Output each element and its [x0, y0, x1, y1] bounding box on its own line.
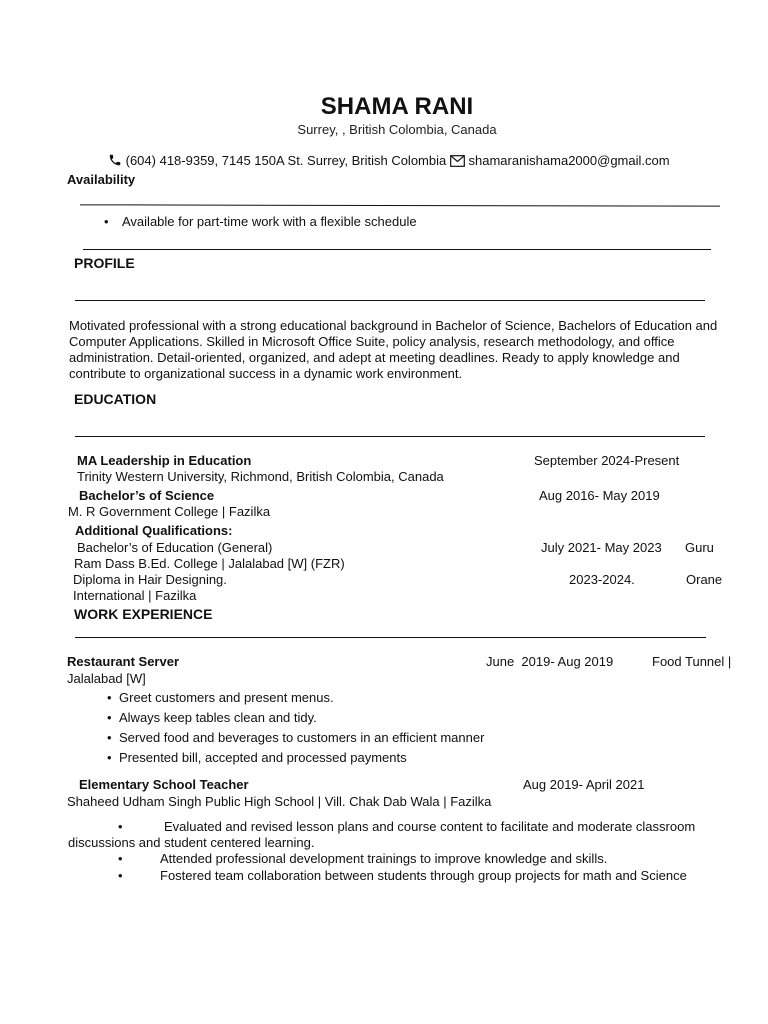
bullet-glyph: •: [118, 868, 123, 883]
additional-qualifications-heading: Additional Qualifications:: [75, 523, 233, 538]
education-heading: EDUCATION: [74, 391, 157, 407]
qualification-institution: International | Fazilka: [73, 588, 197, 603]
list-item: • Greet customers and present menus.: [107, 690, 334, 705]
envelope-icon: [450, 153, 469, 168]
profile-heading: PROFILE: [74, 255, 135, 271]
list-item: Attended professional development trainings to improve knowledge and skills.: [160, 851, 608, 866]
work-experience-heading: WORK EXPERIENCE: [74, 606, 213, 622]
education-dates: Aug 2016- May 2019: [539, 488, 660, 503]
resume-name: SHAMA RANI: [320, 93, 474, 120]
job-duties-list: [107, 690, 485, 770]
education-degree: MA Leadership in Education: [77, 453, 252, 468]
bullet-glyph: •: [118, 851, 123, 866]
qualification-dates: 2023-2024.: [569, 572, 635, 587]
availability-list: [104, 214, 417, 234]
job-role: Restaurant Server: [67, 654, 179, 669]
qualification-institution: Ram Dass B.Ed. College | Jalalabad [W] (FZR): [74, 556, 345, 571]
bullet-glyph: •: [118, 819, 123, 834]
divider: [80, 204, 720, 206]
phone-icon: [108, 153, 126, 168]
divider: [75, 300, 705, 301]
contact-line: [108, 153, 670, 169]
job-dates: June 2019- Aug 2019: [486, 654, 614, 669]
qualification-institution-start: Orane: [686, 572, 723, 587]
profile-summary: Motivated professional with a strong educational background in Bachelor of Science, Bachelors of Education and Computer Applications. Skilled in Microsoft Office Suite, policy analysis, research methodology, and office administration. Detail-oriented, organized, and adept at meeting deadlines. Ready to apply knowledge and contribute to organizational success in a dynamic work environment.: [69, 318, 718, 381]
list-item: Fostered team collaboration between students through group projects for math and Science: [160, 868, 687, 883]
job-role: Elementary School Teacher: [79, 777, 249, 792]
resume-location: Surrey, , British Colombia, Canada: [297, 122, 497, 137]
list-item: • Available for part-time work with a flexible schedule: [104, 214, 417, 229]
qualification-title: Bachelor’s of Education (General): [77, 540, 273, 555]
divider: [83, 249, 711, 250]
job-employer-start: Food Tunnel |: [652, 654, 732, 669]
job-employer: Jalalabad [W]: [67, 671, 146, 686]
education-dates: September 2024-Present: [534, 453, 680, 468]
qualification-title: Diploma in Hair Designing.: [73, 572, 227, 587]
qualification-institution-start: Guru: [685, 540, 714, 555]
availability-heading: Availability: [67, 172, 136, 187]
list-item: Evaluated and revised lesson plans and course content to facilitate and moderate classroom discussions and student centered learning.: [68, 819, 696, 850]
education-school: Trinity Western University, Richmond, British Colombia, Canada: [77, 469, 444, 484]
list-item: • Served food and beverages to customers in an efficient manner: [107, 730, 485, 745]
education-school: M. R Government College | Fazilka: [68, 504, 271, 519]
job-dates: Aug 2019- April 2021: [523, 777, 645, 792]
job-employer: Shaheed Udham Singh Public High School | Vill. Chak Dab Wala | Fazilka: [67, 794, 492, 809]
divider: [75, 637, 706, 638]
list-item: • Presented bill, accepted and processed payments: [107, 750, 407, 765]
divider: [75, 436, 705, 437]
contact-phone-address: (604) 418-9359, 7145 150A St. Surrey, British Colombia: [125, 153, 447, 168]
list-item: • Always keep tables clean and tidy.: [107, 710, 317, 725]
education-degree: Bachelor’s of Science: [79, 488, 215, 503]
qualification-dates: July 2021- May 2023: [541, 540, 662, 555]
contact-email[interactable]: shamaranishama2000@gmail.com: [468, 153, 670, 168]
